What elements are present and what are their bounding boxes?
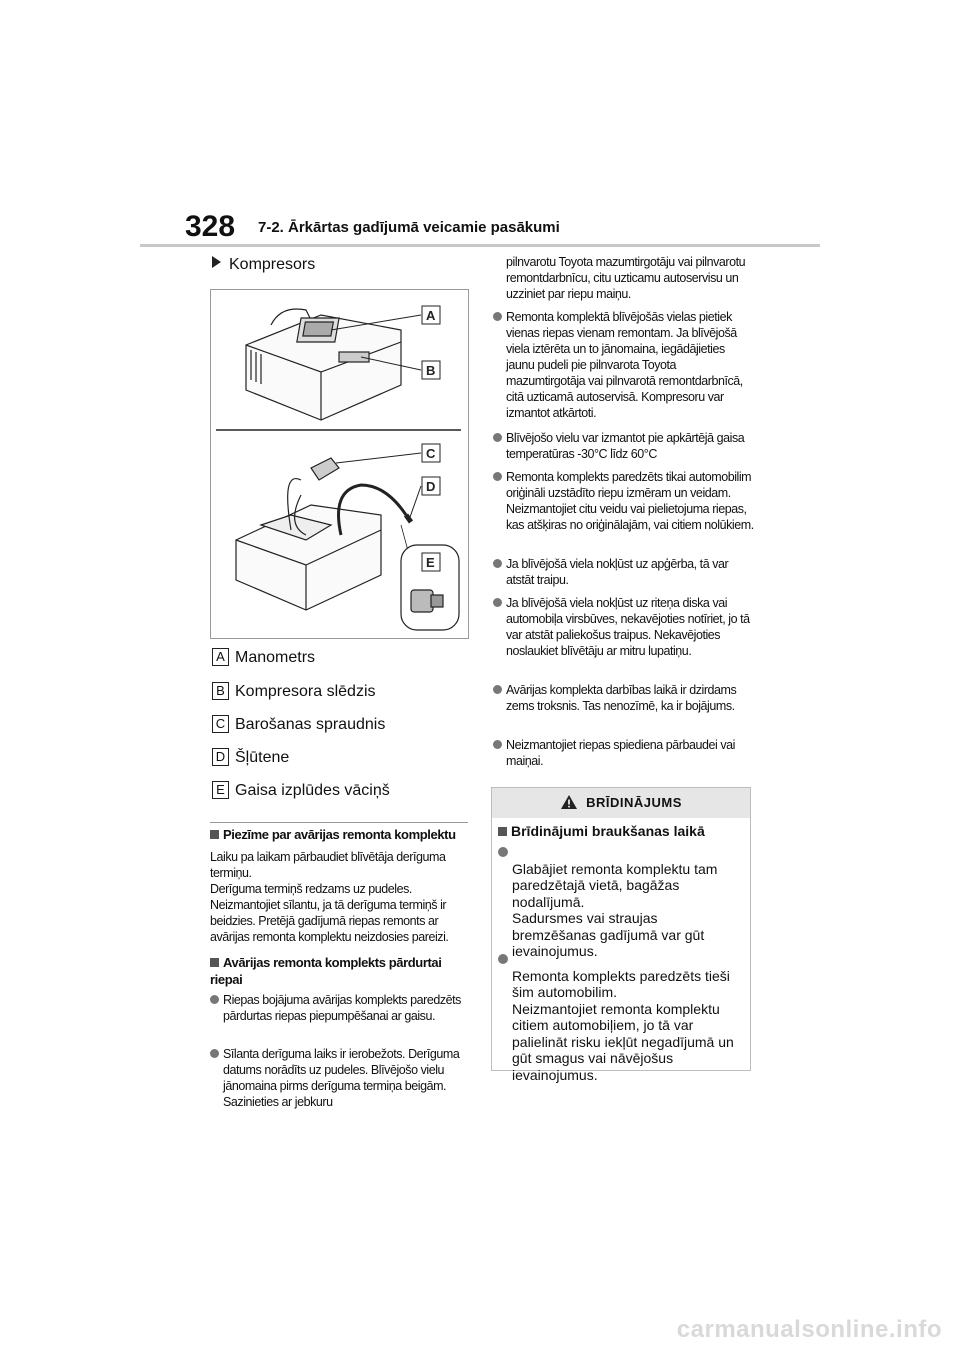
caution-header <box>492 788 750 818</box>
continuation-text: pilnvarotu Toyota mazumtirgotāju vai pilnvarotu remontdarbnīcu, citu uzticamu autoservisu un uzziniet par riepu maiņu. <box>506 255 746 301</box>
figure-heading <box>212 256 315 274</box>
caution-subheading <box>498 823 744 840</box>
right-bullet-7 <box>493 737 755 769</box>
callout-b: B <box>426 363 436 378</box>
header-divider <box>140 244 820 247</box>
legend-label: Šļūtene <box>235 749 290 766</box>
puncture-bullet-2 <box>210 1046 472 1110</box>
bullet-dot-icon <box>493 559 502 568</box>
right-bullet-3 <box>493 469 755 533</box>
section-divider <box>210 822 468 823</box>
legend-letter: D <box>212 748 229 766</box>
square-bullet-icon <box>210 830 219 839</box>
legend-label: Manometrs <box>235 649 316 666</box>
note-heading-text: Piezīme par avārijas remonta komplektu <box>223 827 456 842</box>
callout-e: E <box>426 555 435 570</box>
bullet-text: Neizmantojiet riepas spiediena pārbaudei vai maiņai. <box>506 738 735 768</box>
bullet-dot-icon <box>498 954 508 964</box>
bullet-text: Ja blīvējošā viela nokļūst uz apģērba, tā var atstāt traipu. <box>506 557 729 587</box>
bullet-text: Glabājiet remonta komplektu tam paredzētajā vietā, bagāžas nodalījumā. Sadursmes vai straujas bremzēšanas gadījumā var gūt ievainojumus. <box>512 860 718 959</box>
right-bullet-6 <box>493 682 755 714</box>
caution-bullet-1 <box>498 844 744 960</box>
triangle-bullet-icon <box>212 256 221 268</box>
legend-letter: A <box>212 648 229 666</box>
legend-label: Barošanas spraudnis <box>235 716 386 733</box>
callout-c: C <box>426 446 436 461</box>
section-title: 7-2. Ārkārtas gadījumā veicamie pasākumi <box>258 219 560 236</box>
legend-item-e <box>212 781 390 801</box>
right-bullet-4 <box>493 556 755 588</box>
square-bullet-icon <box>210 958 219 967</box>
legend-letter: E <box>212 781 229 799</box>
bullet-text: Avārijas komplekta darbības laikā ir dzirdams zems troksnis. Tas nenozīmē, ka ir bojājums. <box>506 683 737 713</box>
legend-label: Kompresora slēdzis <box>235 683 376 700</box>
figure-heading-text: Kompresors <box>229 256 316 273</box>
bullet-dot-icon <box>493 740 502 749</box>
callout-d: D <box>426 479 436 494</box>
square-bullet-icon <box>498 827 507 836</box>
bullet-dot-icon <box>210 995 219 1004</box>
bullet-dot-icon <box>498 847 508 857</box>
legend-item-a <box>212 648 315 668</box>
note-heading <box>210 826 472 843</box>
bullet-text: Ja blīvējošā viela nokļūst uz riteņa diska vai automobiļa virsbūves, nekavējoties notīriet, jo tā var atstāt paliekošus traipus. Nekavējoties noslaukiet blīvētāju ar mitru lupatiņu. <box>506 596 750 658</box>
legend-item-c <box>212 715 385 735</box>
right-bullet-2 <box>493 430 755 462</box>
caution-bullet-2 <box>498 951 744 1083</box>
bullet-text: Blīvējošo vielu var izmantot pie apkārtējā gaisa temperatūras -30°C līdz 60°C <box>506 431 745 461</box>
caution-title: BRĪDINĀJUMS <box>586 795 682 810</box>
puncture-heading <box>210 954 472 988</box>
legend-letter: C <box>212 715 229 733</box>
bullet-text: Remonta komplekts paredzēts tikai automobilim oriģināli uzstādīto riepu izmēram un veidam. Neizmantojiet citu veidu vai pielietojuma riepas, kas atšķiras no oriģinālajām, vai citiem nolūkiem. <box>506 470 754 532</box>
puncture-heading-text: Avārijas remonta komplekts pārdurtai riepai <box>210 955 442 987</box>
caution-box <box>491 787 751 1083</box>
legend-item-b <box>212 682 376 702</box>
warning-icon <box>560 791 578 821</box>
bullet-text: Remonta komplektā blīvējošās vielas pietiek vienas riepas vienam remontam. Ja blīvējošā viela iztērēta un to jānomaina, iegādājieties jaunu pudeli pie pilnvarota Toyota mazumtirgotāja vai pilnvarotā remontdarbnīcā, citā uzticamā autoservisā. Kompresoru var izmantot atkārtoti. <box>506 310 743 420</box>
bullet-dot-icon <box>493 598 502 607</box>
bullet-dot-icon <box>210 1049 219 1058</box>
bullet-dot-icon <box>493 685 502 694</box>
bullet-dot-icon <box>493 433 502 442</box>
legend-letter: B <box>212 682 229 700</box>
bullet-text: Riepas bojājuma avārijas komplekts paredzēts pārdurtas riepas piepumpēšanai ar gaisu. <box>223 993 461 1023</box>
callout-a: A <box>426 308 436 323</box>
bullet-text: Remonta komplekts paredzēts tieši šim automobilim. Neizmantojiet remonta komplektu citiem automobiļiem, jo tā var palielināt risku iekļūt negadījumā un gūt smagus vai nāvējošus ievainojumus. <box>512 967 734 1083</box>
caution-subheading-text: Brīdinājumi braukšanas laikā <box>511 823 705 839</box>
bullet-dot-icon <box>493 472 502 481</box>
right-bullet-1 <box>493 309 755 421</box>
bullet-dot-icon <box>493 312 502 321</box>
compressor-drawing <box>211 290 468 638</box>
bullet-text: Sīlanta derīguma laiks ir ierobežots. Derīguma datums norādīts uz pudeles. Blīvējošo vielu jānomaina pirms derīguma termiņa beigām. Sazinieties ar jebkuru <box>223 1047 460 1109</box>
puncture-bullet-1 <box>210 992 472 1024</box>
watermark: carmanualsonline.info <box>676 1316 942 1343</box>
note-text: Laiku pa laikam pārbaudiet blīvētāja derīguma termiņu. Derīguma termiņš redzams uz pudeles. Neizmantojiet sīlantu, ja tā derīguma termiņš ir beidzies. Pretējā gadījumā riepas remonts ar avārijas remonta komplektu neizdosies pareizi. <box>210 850 449 944</box>
compressor-illustration <box>210 289 469 639</box>
right-bullet-5 <box>493 595 755 659</box>
page-number: 328 <box>185 210 236 243</box>
legend-item-d <box>212 748 289 768</box>
legend-label: Gaisa izplūdes vāciņš <box>235 782 390 799</box>
